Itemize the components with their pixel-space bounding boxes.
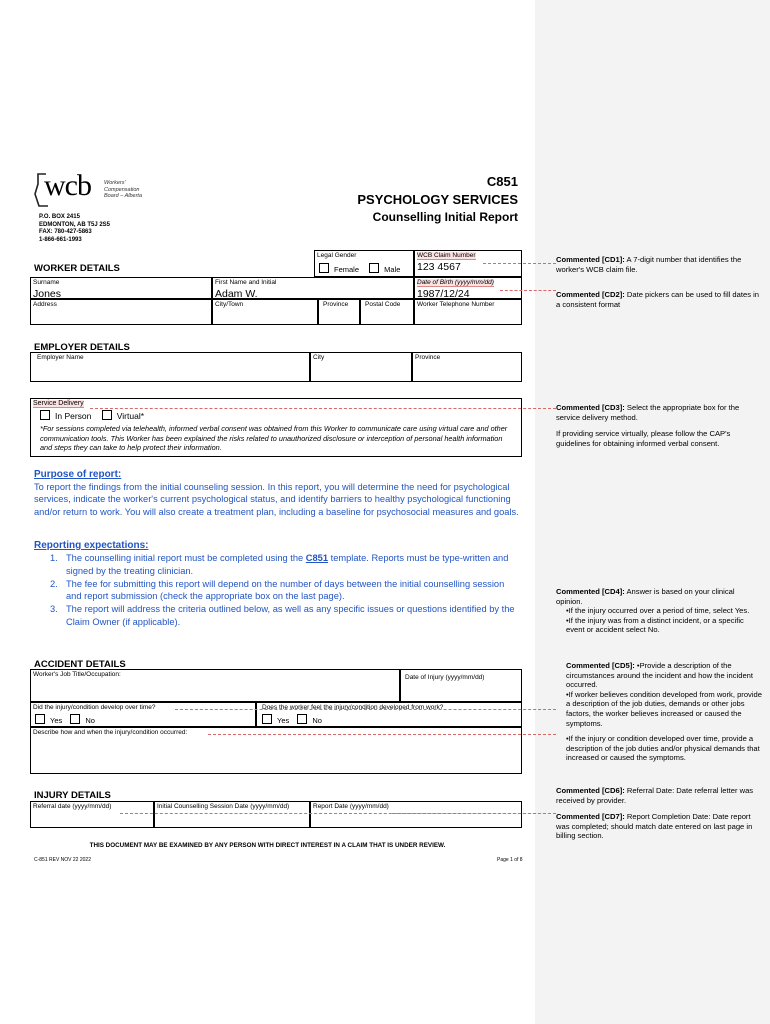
reporting-item-2: The fee for submitting this report will depend on the number of days between the initial counselling session and report submission (check the appropriate box on the last page).	[66, 578, 505, 602]
comment-connector	[500, 290, 556, 291]
employer-city-label: City	[313, 354, 325, 361]
injury-details-heading: INJURY DETAILS	[34, 790, 111, 801]
address-cell[interactable]	[30, 299, 212, 325]
comment-text: Report Completion Date: Date report was completed; should match date entered on last page in billing section.	[556, 812, 753, 841]
comment-tag: Commented [CD4]:	[556, 587, 625, 596]
report-date-label: Report Date (yyyy/mm/dd)	[313, 803, 389, 810]
employer-province-cell[interactable]	[412, 352, 522, 382]
address-label: Address	[33, 301, 57, 308]
postal-code-label: Postal Code	[365, 301, 401, 308]
from-work-cell	[256, 702, 522, 727]
overtime-yes-checkbox[interactable]	[35, 714, 45, 724]
job-title-label: Worker's Job Title/Occupation:	[33, 671, 121, 678]
from-work-yes-label: Yes	[277, 716, 290, 725]
comment-connector	[175, 709, 556, 710]
comment-tag: Commented [CD1]:	[556, 255, 625, 264]
comment-text: A 7-digit number that identifies the worker's WCB claim file.	[556, 255, 742, 274]
employer-name-cell[interactable]	[30, 352, 310, 382]
session-date-cell[interactable]	[154, 801, 310, 828]
comment-text: Referral Date: Date referral letter was received by provider.	[556, 786, 754, 805]
service-delivery-label: Service Delivery	[33, 400, 84, 407]
from-work-label: Does the worker feel the injury/condition developed from work?	[262, 704, 444, 711]
footer-page-number: Page 1 of 8	[497, 857, 523, 863]
comment-bullet: •If the injury was from a distinct incident, or a specific event or accident select No.	[566, 615, 744, 635]
reporting-item: 2. The fee for submitting this report will depend on the number of days between the initial counselling session and report submission (check the appropriate box on the last page).	[50, 578, 505, 602]
surname-cell[interactable]	[30, 277, 212, 299]
logo-sub-line: Workers'	[104, 180, 126, 186]
comment-connector	[208, 734, 556, 735]
virtual-label: Virtual*	[116, 411, 145, 421]
address-line: FAX: 780-427-5863	[39, 229, 92, 236]
describe-label: Describe how and when the injury/condition occurred:	[33, 729, 188, 736]
comment-connector	[90, 408, 556, 409]
comment-bullet: •If worker believes condition developed from work, provide a description of the job duties, demands or other jobs factors, the worker believes increased or caused the symptoms.	[566, 689, 762, 728]
comment-cd2[interactable]	[556, 290, 762, 309]
logo-sub-line: Compensation	[104, 186, 140, 193]
female-checkbox[interactable]	[319, 263, 329, 273]
postal-code-cell[interactable]	[360, 299, 414, 325]
overtime-no-checkbox[interactable]	[70, 714, 80, 724]
reporting-item: 3. The report will address the criteria outlined below, as well as any specific issues or questions identified by the Claim Owner (if applicable).	[50, 604, 515, 627]
accident-details-heading: ACCIDENT DETAILS	[34, 659, 126, 670]
comment-tag: Commented [CD5]:	[566, 661, 635, 670]
reporting-item: 1. The counselling initial report must be completed using the C851 template. Reports must be type-written and signed by the treating clinician.	[50, 553, 509, 576]
city-label: City/Town	[215, 301, 244, 308]
date-of-injury-label: Date of Injury (yyyy/mm/dd)	[405, 674, 485, 681]
comment-cd5[interactable]	[556, 661, 762, 763]
employer-name-label: Employer Name	[37, 354, 84, 361]
comment-connector	[392, 813, 556, 814]
comment-tag: Commented [CD6]:	[556, 786, 625, 795]
logo-sub-line: Board – Alberta	[104, 193, 143, 199]
overtime-label: Did the injury/condition develop over time?	[33, 704, 156, 711]
virtual-checkbox[interactable]	[102, 410, 112, 420]
dob-label: Date of Birth (yyyy/mm/dd)	[417, 279, 494, 286]
comment-tag: Commented [CD7]:	[556, 812, 625, 821]
female-label: Female	[334, 265, 360, 274]
address-line: P.O. BOX 2415	[39, 214, 80, 220]
comment-bullet: •If the injury occurred over a period of time, select Yes.	[566, 606, 750, 616]
comment-text: Answer is based on your clinical opinion.	[556, 587, 735, 606]
surname-label: Surname	[33, 279, 60, 286]
footer-notice: THIS DOCUMENT MAY BE EXAMINED BY ANY PERSON WITH DIRECT INTEREST IN A CLAIM THAT IS UNDER REVIEW.	[89, 842, 446, 849]
comment-cd3[interactable]	[556, 403, 762, 448]
reporting-item-1-post: template. Reports must be type-written and signed by the treating clinician.	[66, 553, 509, 576]
claim-number-value[interactable]: 123 4567	[417, 261, 461, 273]
surname-value[interactable]: Jones	[33, 288, 62, 300]
form-title: PSYCHOLOGY SERVICES	[357, 192, 518, 207]
logo-text: wcb	[44, 169, 91, 202]
comment-extra: If providing service virtually, please follow the CAP's guidelines for obtaining informed verbal consent.	[556, 429, 731, 448]
address-line: EDMONTON, AB T5J 2S5	[39, 221, 111, 228]
comment-text: •Provide a description of the circumstances around the incident and how the incident occurred.	[566, 661, 754, 690]
comment-bullet: •If the injury or condition developed over time, provide a description of the job duties and/or physical demands that increased or caused the symptoms.	[566, 734, 760, 763]
male-label: Male	[384, 265, 401, 274]
worker-details-heading: WORKER DETAILS	[34, 263, 120, 274]
reporting-item-1-pre: The counselling initial report must be completed using the	[66, 553, 306, 563]
report-date-cell[interactable]	[310, 801, 522, 828]
comment-cd7[interactable]	[556, 812, 762, 841]
from-work-no-checkbox[interactable]	[297, 714, 307, 724]
overtime-yes-label: Yes	[50, 716, 63, 725]
referral-date-label: Referral date (yyyy/mm/dd)	[33, 803, 112, 810]
form-subtitle: Counselling Initial Report	[372, 210, 518, 224]
employer-details-heading: EMPLOYER DETAILS	[34, 342, 130, 353]
from-work-yes-checkbox[interactable]	[262, 714, 272, 724]
address-line: 1-866-661-1993	[39, 236, 82, 243]
employer-province-label: Province	[415, 354, 441, 361]
reporting-list	[34, 552, 522, 629]
footer-revision: C-851 REV NOV 22 2022	[34, 857, 91, 863]
from-work-no-label: No	[312, 716, 322, 725]
telehealth-note: *For sessions completed via telehealth, informed verbal consent was obtained from this Worker to communicate care using virtual care and other communication tools. This Worker has been explained the risks related to unauthorized disclosure or interception of personal health information and steps they can take to help protect their information.	[40, 424, 508, 453]
legal-gender-cell	[314, 250, 414, 277]
first-name-value[interactable]: Adam W.	[215, 288, 258, 300]
comment-cd4[interactable]	[556, 587, 762, 635]
overtime-no-label: No	[85, 716, 95, 725]
service-delivery-cell	[30, 398, 522, 457]
male-checkbox[interactable]	[369, 263, 379, 273]
comment-connector	[483, 263, 556, 264]
comment-text: Select the appropriate box for the service delivery method.	[556, 403, 740, 422]
dob-value[interactable]: 1987/12/24	[417, 288, 470, 300]
comments-pane	[535, 0, 770, 1024]
comment-tag: Commented [CD2]:	[556, 290, 625, 299]
c851-template-link[interactable]: C851	[305, 553, 329, 563]
purpose-heading: Purpose of report:	[34, 469, 122, 480]
date-of-injury-cell[interactable]	[400, 669, 522, 702]
session-date-label: Initial Counselling Session Date (yyyy/mm/dd)	[157, 803, 290, 810]
reporting-item-3: The report will address the criteria outlined below, as well as any specific issues or questions identified by the Claim Owner (if applicable).	[66, 604, 515, 627]
in-person-label: In Person	[55, 411, 92, 421]
phone-cell[interactable]	[414, 299, 522, 325]
legal-gender-label: Legal Gender	[317, 252, 357, 259]
in-person-checkbox[interactable]	[40, 410, 50, 420]
form-code: C851	[486, 174, 518, 189]
first-name-label: First Name and Initial	[215, 279, 277, 286]
dob-cell[interactable]	[414, 277, 522, 299]
comment-cd6[interactable]	[556, 786, 762, 805]
wcb-logo	[34, 169, 154, 208]
comment-text: Date pickers can be used to fill dates in a consistent format	[556, 290, 760, 309]
purpose-text: To report the findings from the initial counseling session. In this report, you will determine the need for psychological services, indicate the worker's current psychological status, and identify barriers to healthy psychological functioning and/or return to work. You will also create a treatment plan, including a baseline for psychosocial measures and goals.	[34, 482, 519, 517]
job-title-cell[interactable]	[30, 669, 400, 702]
overtime-cell	[30, 702, 256, 727]
province-cell[interactable]	[318, 299, 360, 325]
wcb-address	[39, 214, 110, 244]
referral-date-cell[interactable]	[30, 801, 154, 828]
reporting-heading: Reporting expectations:	[34, 540, 149, 551]
phone-label: Worker Telephone Number	[417, 301, 495, 308]
comment-tag: Commented [CD3]:	[556, 403, 625, 412]
province-label: Province	[323, 301, 349, 308]
comment-cd1[interactable]	[556, 255, 762, 274]
employer-city-cell[interactable]	[310, 352, 412, 382]
claim-number-label: WCB Claim Number	[417, 252, 476, 259]
city-cell[interactable]	[212, 299, 318, 325]
first-name-cell[interactable]	[212, 277, 414, 299]
